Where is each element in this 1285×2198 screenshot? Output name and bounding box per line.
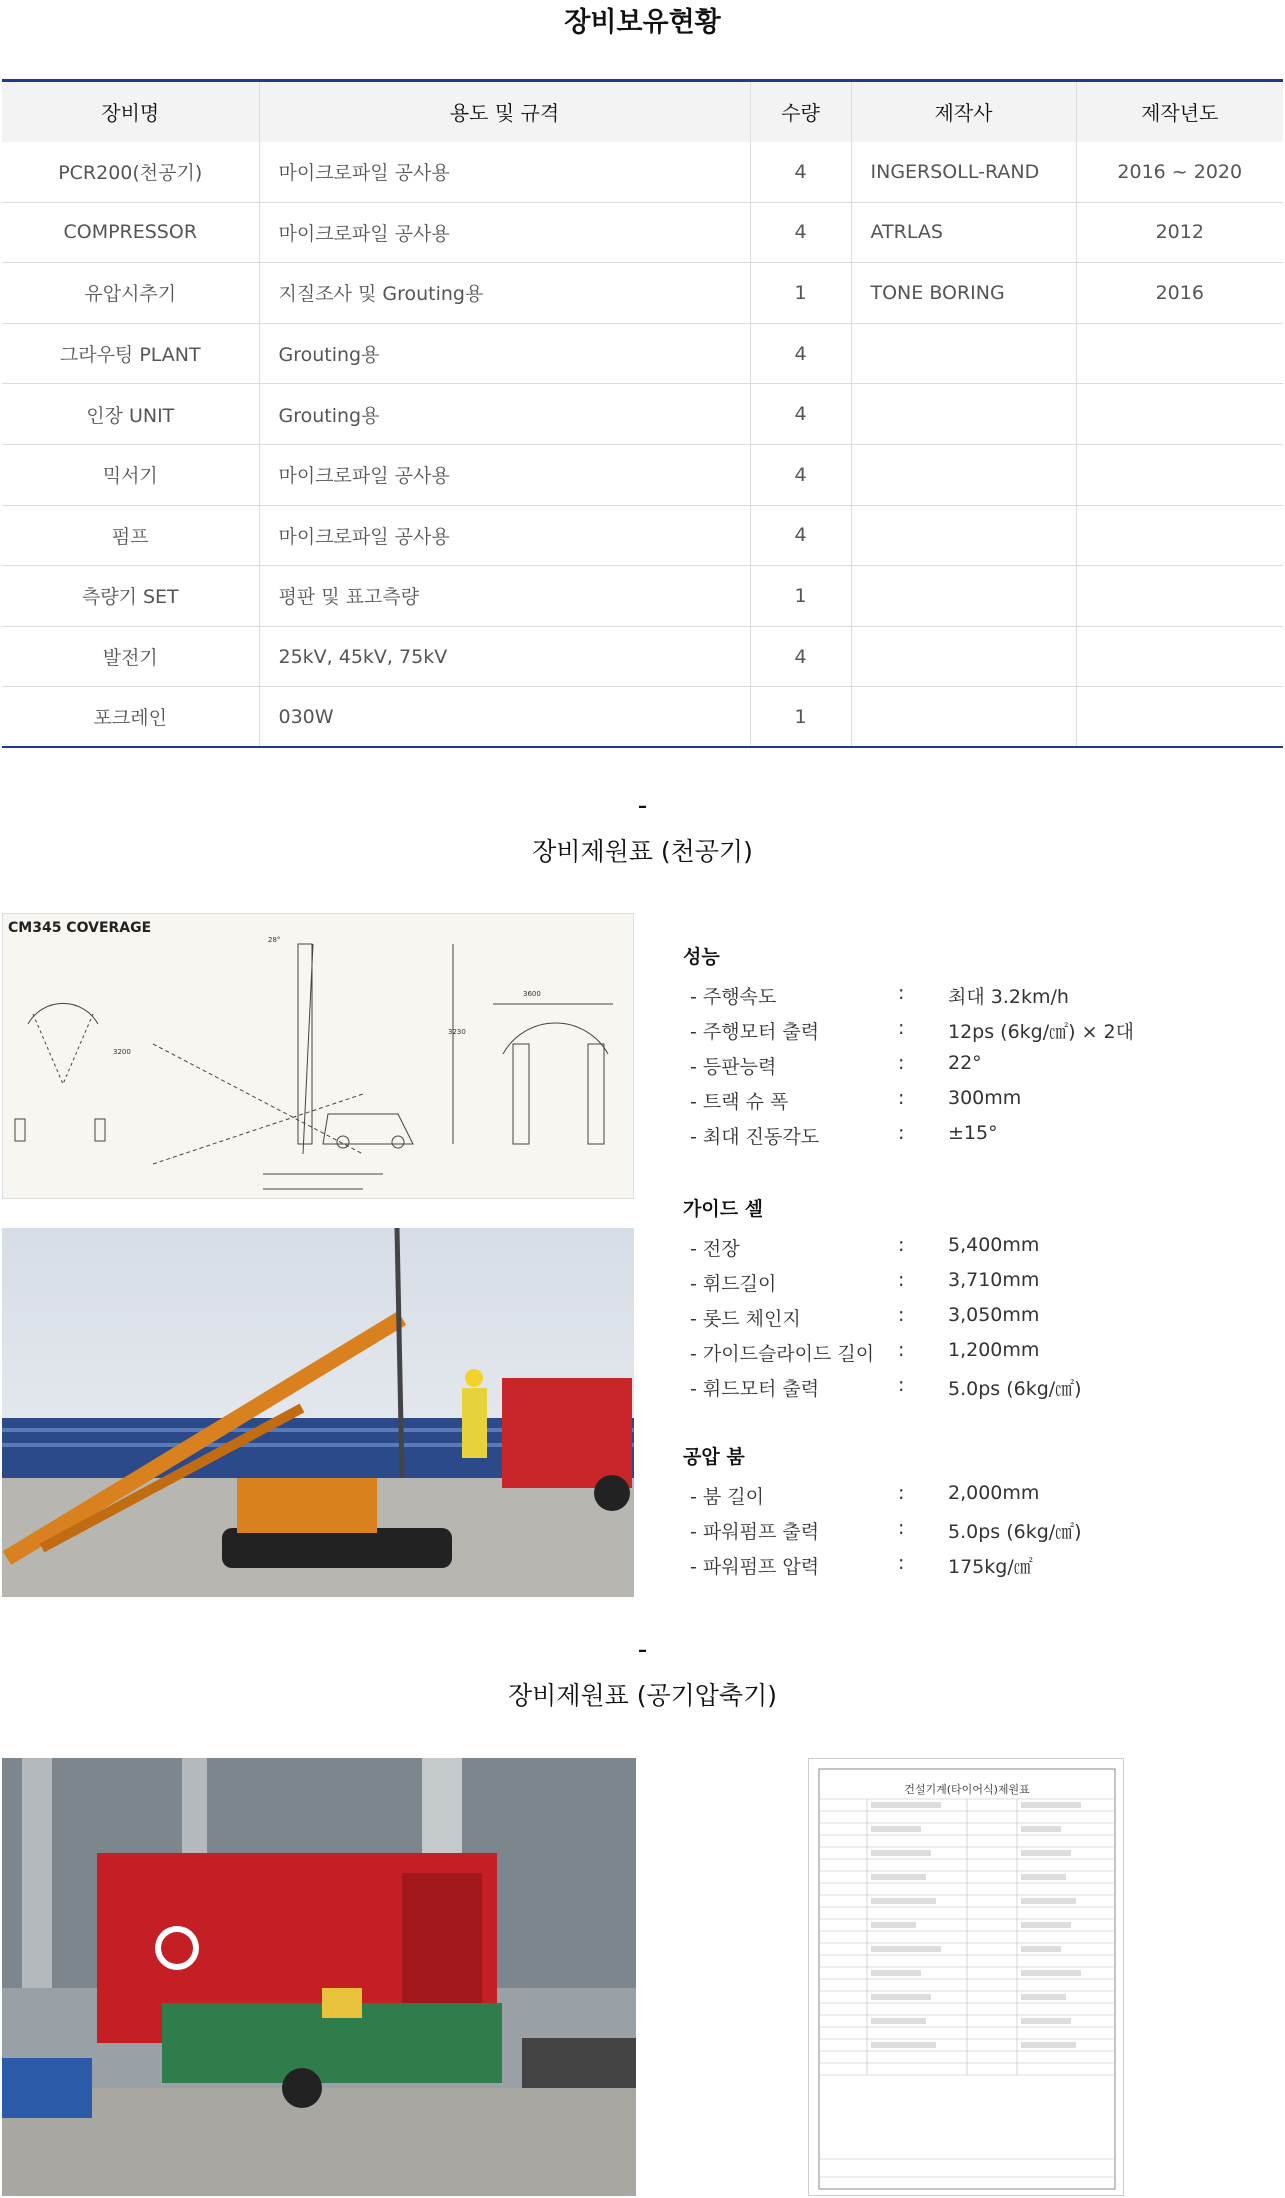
header-qty: 수량 xyxy=(750,81,851,142)
spec-colon: : xyxy=(898,1234,905,1256)
spec-label: - 롯드 체인지 xyxy=(690,1308,801,1330)
spec-row xyxy=(690,1269,1250,1299)
table-row xyxy=(2,142,1283,203)
cell-name: 인장 UNIT xyxy=(86,404,175,427)
spec-label: - 트랙 슈 폭 xyxy=(690,1091,789,1113)
cell-qty: 1 xyxy=(750,687,851,748)
cell-use: 지질조사 및 Grouting용 xyxy=(259,263,750,324)
spec-value: 5.0ps (6kg/㎠) xyxy=(948,1521,1082,1543)
coverage-drawing xyxy=(3,914,634,1199)
spec-value: ±15° xyxy=(948,1122,998,1144)
svg-text:3200: 3200 xyxy=(113,1048,131,1056)
svg-text:28°: 28° xyxy=(268,936,281,944)
cell-qty: 4 xyxy=(750,202,851,263)
diagram-label: CM345 COVERAGE xyxy=(8,920,152,936)
cell-name: 그라우팅 PLANT xyxy=(59,344,201,367)
coverage-diagram xyxy=(2,913,634,1199)
compressor-photo xyxy=(2,1758,636,2196)
cell-maker xyxy=(851,505,1076,566)
spec-row xyxy=(690,1234,1250,1264)
spec-label: - 전장 xyxy=(690,1238,740,1260)
cell-qty: 4 xyxy=(750,505,851,566)
section-divider-2: – xyxy=(638,1640,647,1661)
spec-value: 5.0ps (6kg/㎠) xyxy=(948,1378,1082,1400)
cell-name: 유압시추기 xyxy=(84,283,177,306)
spec-label: - 주행모터 출력 xyxy=(690,1021,820,1043)
header-name: 장비명 xyxy=(2,81,259,142)
section-divider: – xyxy=(638,796,647,817)
drill-rig-photo xyxy=(2,1228,634,1597)
spec-colon: : xyxy=(898,1087,905,1109)
spec-colon: : xyxy=(898,1339,905,1361)
spec-value: 175kg/㎠ xyxy=(948,1556,1033,1578)
spec-colon: : xyxy=(898,1304,905,1326)
spec-value: 3,710mm xyxy=(948,1269,1040,1291)
spec-sheet-grid xyxy=(809,1759,1124,2196)
svg-text:3600: 3600 xyxy=(523,990,541,998)
spec-label: - 파워펌프 출력 xyxy=(690,1521,820,1543)
spec-label: - 휘드길이 xyxy=(690,1273,777,1295)
table-row xyxy=(2,444,1283,505)
cell-maker xyxy=(851,323,1076,384)
cell-year: 2016 ~ 2020 xyxy=(1076,142,1283,203)
spec-row xyxy=(690,1087,1250,1117)
spec-row xyxy=(690,1122,1250,1152)
cell-qty: 4 xyxy=(750,142,851,203)
spec-value: 5,400mm xyxy=(948,1234,1040,1256)
cell-year: 2016 xyxy=(1076,263,1283,324)
cell-name: COMPRESSOR xyxy=(63,221,198,244)
spec-value: 2,000mm xyxy=(948,1482,1040,1504)
cell-year xyxy=(1076,384,1283,445)
spec-sheet-title: 건설기계(타이어식)제원표 xyxy=(904,1783,1030,1796)
compressor-image xyxy=(2,1758,636,2196)
spec-row xyxy=(690,1552,1250,1582)
cell-maker xyxy=(851,687,1076,748)
cell-qty: 1 xyxy=(750,263,851,324)
spec-value: 1,200mm xyxy=(948,1339,1040,1361)
svg-text:3230: 3230 xyxy=(448,1028,466,1036)
spec-row xyxy=(690,1304,1250,1334)
table-row xyxy=(2,626,1283,687)
spec-label: - 붐 길이 xyxy=(690,1486,764,1508)
cell-use: 25kV, 45kV, 75kV xyxy=(259,626,750,687)
spec-sheet-document xyxy=(808,1758,1124,2196)
section-title-drill: 장비제원표 (천공기) xyxy=(532,837,753,866)
spec-colon: : xyxy=(898,1052,905,1074)
spec-row xyxy=(690,1374,1250,1404)
cell-name: 측량기 SET xyxy=(81,586,179,609)
cell-maker: INGERSOLL-RAND xyxy=(851,142,1076,203)
cell-name: PCR200(천공기) xyxy=(58,162,203,185)
table-row xyxy=(2,384,1283,445)
spec-label: - 최대 진동각도 xyxy=(690,1126,820,1148)
spec-group-title: 공압 붐 xyxy=(683,1446,745,1468)
spec-row xyxy=(690,1517,1250,1547)
spec-label: - 등판능력 xyxy=(690,1056,777,1078)
spec-row xyxy=(690,1052,1250,1082)
cell-maker: TONE BORING xyxy=(851,263,1076,324)
header-maker: 제작사 xyxy=(851,81,1076,142)
cell-qty: 4 xyxy=(750,323,851,384)
header-use: 용도 및 규격 xyxy=(259,81,750,142)
cell-qty: 4 xyxy=(750,384,851,445)
spec-label: - 주행속도 xyxy=(690,986,777,1008)
spec-colon: : xyxy=(898,1017,905,1039)
spec-row xyxy=(690,1482,1250,1512)
cell-year xyxy=(1076,626,1283,687)
spec-row xyxy=(690,1339,1250,1369)
spec-colon: : xyxy=(898,1122,905,1144)
spec-value: 22° xyxy=(948,1052,982,1074)
spec-value: 3,050mm xyxy=(948,1304,1040,1326)
cell-year xyxy=(1076,566,1283,627)
spec-row xyxy=(690,982,1250,1012)
table-header-row xyxy=(2,81,1283,142)
cell-name: 포크레인 xyxy=(93,707,167,730)
cell-year: 2012 xyxy=(1076,202,1283,263)
spec-label: - 휘드모터 출력 xyxy=(690,1378,820,1400)
spec-label: - 가이드슬라이드 길이 xyxy=(690,1343,875,1365)
table-row xyxy=(2,202,1283,263)
cell-use: Grouting용 xyxy=(259,384,750,445)
spec-value: 최대 3.2km/h xyxy=(948,986,1069,1008)
drill-rig-image xyxy=(2,1228,634,1597)
cell-use: 030W xyxy=(259,687,750,748)
spec-colon: : xyxy=(898,1552,905,1574)
spec-row xyxy=(690,1017,1250,1047)
cell-maker xyxy=(851,626,1076,687)
cell-year xyxy=(1076,687,1283,748)
cell-maker xyxy=(851,444,1076,505)
cell-use: Grouting용 xyxy=(259,323,750,384)
section-title-compressor: 장비제원표 (공기압축기) xyxy=(508,1681,777,1710)
cell-qty: 4 xyxy=(750,626,851,687)
table-row xyxy=(2,566,1283,627)
cell-use: 마이크로파일 공사용 xyxy=(259,202,750,263)
spec-value: 300mm xyxy=(948,1087,1022,1109)
cell-qty: 4 xyxy=(750,444,851,505)
spec-colon: : xyxy=(898,1269,905,1291)
table-row xyxy=(2,687,1283,748)
table-row xyxy=(2,505,1283,566)
cell-maker xyxy=(851,384,1076,445)
cell-name: 펌프 xyxy=(111,525,149,548)
cell-qty: 1 xyxy=(750,566,851,627)
cell-name: 발전기 xyxy=(102,647,158,670)
equipment-table xyxy=(2,79,1283,748)
cell-year xyxy=(1076,444,1283,505)
cell-maker: ATRLAS xyxy=(851,202,1076,263)
table-row xyxy=(2,323,1283,384)
cell-use: 마이크로파일 공사용 xyxy=(259,142,750,203)
spec-label: - 파워펌프 압력 xyxy=(690,1556,820,1578)
spec-colon: : xyxy=(898,1482,905,1504)
spec-group-title: 가이드 셀 xyxy=(683,1198,764,1220)
cell-name: 믹서기 xyxy=(102,465,158,488)
cell-year xyxy=(1076,323,1283,384)
cell-maker xyxy=(851,566,1076,627)
spec-colon: : xyxy=(898,982,905,1004)
page-title: 장비보유현황 xyxy=(564,7,721,38)
spec-colon: : xyxy=(898,1374,905,1396)
cell-use: 마이크로파일 공사용 xyxy=(259,505,750,566)
cell-use: 마이크로파일 공사용 xyxy=(259,444,750,505)
cell-year xyxy=(1076,505,1283,566)
spec-group-title: 성능 xyxy=(683,946,720,968)
header-year: 제작년도 xyxy=(1076,81,1283,142)
table-row xyxy=(2,263,1283,324)
spec-colon: : xyxy=(898,1517,905,1539)
spec-value: 12ps (6kg/㎠) × 2대 xyxy=(948,1021,1134,1043)
cell-use: 평판 및 표고측량 xyxy=(259,566,750,627)
